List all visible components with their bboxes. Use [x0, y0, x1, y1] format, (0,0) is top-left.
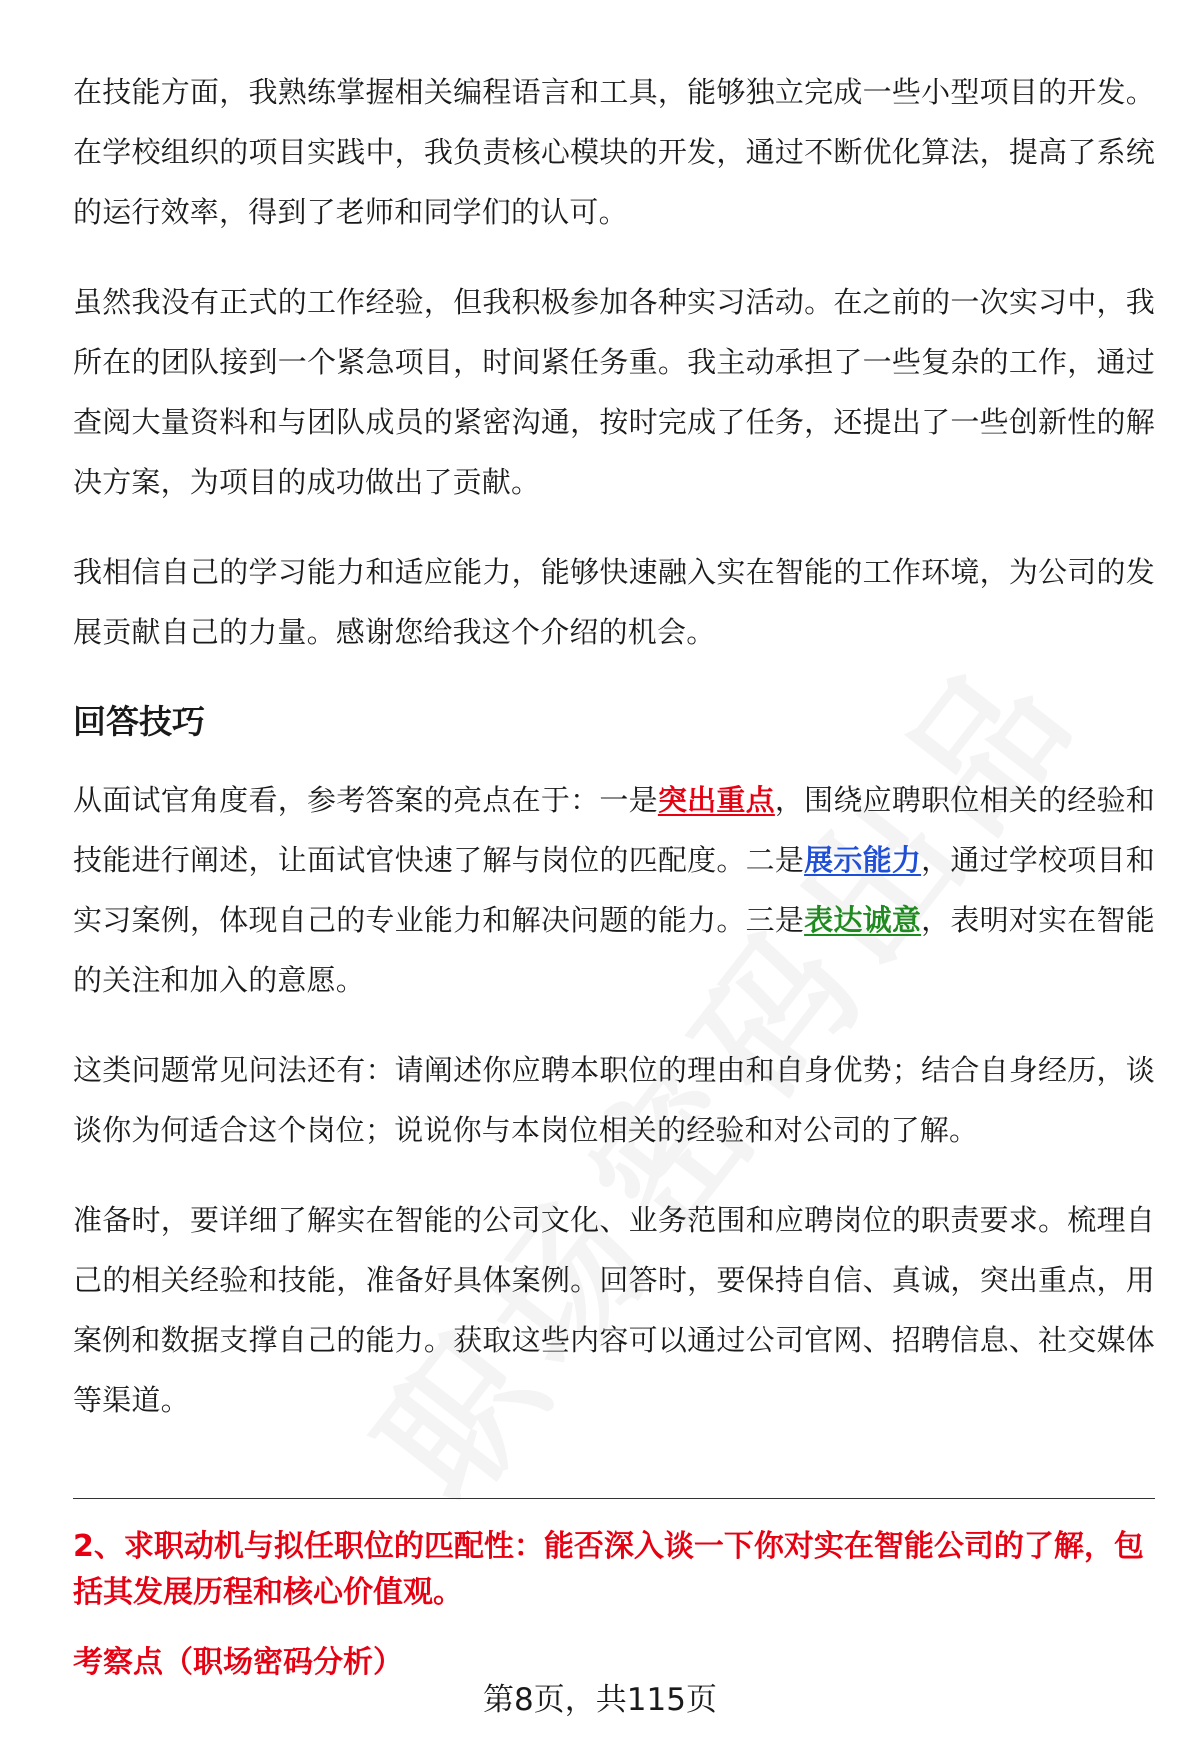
highlight-ability: 展示能力: [804, 843, 922, 877]
paragraph-variants: 这类问题常见问法还有：请阐述你应聘本职位的理由和自身优势；结合自身经历，谈谈你为何适合这个岗位；说说你与本岗位相关的经验和对公司的了解。: [73, 1053, 1155, 1147]
tips-text-1: 从面试官角度看，参考答案的亮点在于：一是: [73, 783, 658, 817]
section-divider: [73, 1498, 1155, 1499]
page-number-footer: 第8页，共115页: [483, 1682, 717, 1718]
paragraph-closing: 我相信自己的学习能力和适应能力，能够快速融入实在智能的工作环境，为公司的发展贡献自己的力量。感谢您给我这个介绍的机会。: [73, 555, 1155, 649]
question-heading: 2、求职动机与拟任职位的匹配性：能否深入谈一下你对实在智能公司的了解，包括其发展历程和核心价值观。: [73, 1529, 1144, 1610]
paragraph-tips: [73, 770, 1155, 1010]
highlight-sincerity: 表达诚意: [804, 903, 922, 937]
highlight-focus: 突出重点: [657, 783, 775, 817]
paragraph-internship: 虽然我没有正式的工作经验，但我积极参加各种实习活动。在之前的一次实习中，我所在的团队接到一个紧急项目，时间紧任务重。我主动承担了一些复杂的工作，通过查阅大量资料和与团队成员的紧密沟通，按时完成了任务，还提出了一些创新性的解决方案，为项目的成功做出了贡献。: [73, 285, 1155, 499]
paragraph-skills: 在技能方面，我熟练掌握相关编程语言和工具，能够独立完成一些小型项目的开发。在学校组织的项目实践中，我负责核心模块的开发，通过不断优化算法，提高了系统的运行效率，得到了老师和同学们的认可。: [73, 75, 1155, 229]
tips-text-4: ，表明对实在智能的关注和加入的意愿。: [73, 903, 1155, 997]
section-title: 回答技巧: [73, 702, 205, 741]
tips-text-3: ，通过学校项目和实习案例，体现自己的专业能力和解决问题的能力。三是: [73, 843, 1155, 937]
tips-text-2: ，围绕应聘职位相关的经验和技能进行阐述，让面试官快速了解与岗位的匹配度。二是: [73, 783, 1155, 877]
document-body: [73, 62, 1155, 1460]
paragraph-preparation: 准备时，要详细了解实在智能的公司文化、业务范围和应聘岗位的职责要求。梳理自己的相关经验和技能，准备好具体案例。回答时，要保持自信、真诚，突出重点，用案例和数据支撑自己的能力。获取这些内容可以通过公司官网、招聘信息、社交媒体等渠道。: [73, 1203, 1155, 1417]
assessment-point-label: 考察点（职场密码分析）: [73, 1645, 403, 1680]
